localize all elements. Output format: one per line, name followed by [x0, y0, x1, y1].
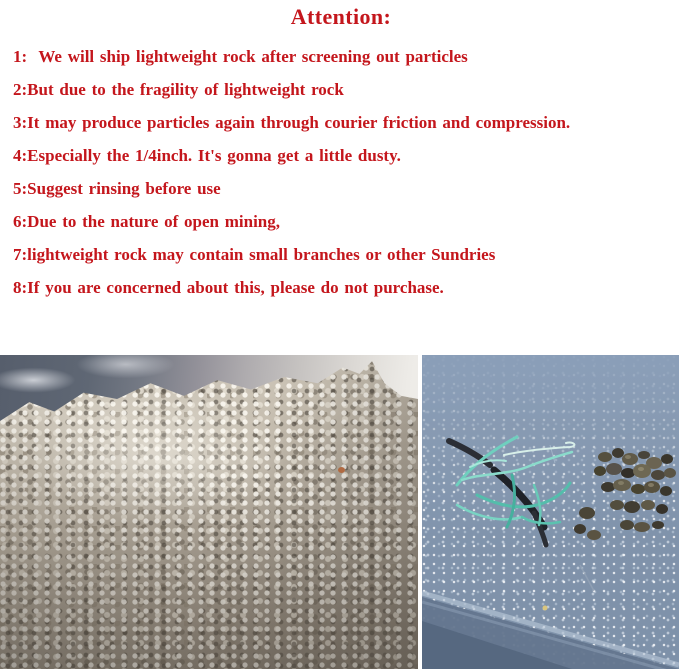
notice-line-3: 3:It may produce particles again through courier friction and compression.	[13, 113, 571, 132]
debris-photo	[422, 355, 679, 669]
notice-line-7: 7:lightweight rock may contain small branches or other Sundries	[13, 245, 496, 264]
branch-sticks	[449, 441, 546, 545]
photos-row	[0, 355, 679, 669]
notice-line-1: 1: We will ship lightweight rock after screening out particles	[13, 47, 468, 66]
notice-line-6: 6:Due to the nature of open mining,	[13, 212, 280, 231]
notice-line-2: 2:But due to the fragility of lightweight rock	[13, 80, 344, 99]
debris-illustration	[422, 355, 679, 669]
yellow-fleck	[543, 606, 548, 611]
notice-line-8: 8:If you are concerned about this, please do not purchase.	[13, 278, 444, 297]
notice-section	[0, 0, 679, 312]
attention-title: Attention:	[290, 4, 392, 29]
plastic-strings	[457, 437, 574, 527]
orange-pebble	[338, 467, 345, 473]
gravel-pile-photo	[0, 355, 418, 669]
notice-line-5: 5:Suggest rinsing before use	[13, 179, 221, 198]
board-edge	[422, 593, 679, 669]
rock-cluster	[574, 448, 676, 540]
notice-line-4: 4:Especially the 1/4inch. It's gonna get a little dusty.	[13, 146, 401, 165]
